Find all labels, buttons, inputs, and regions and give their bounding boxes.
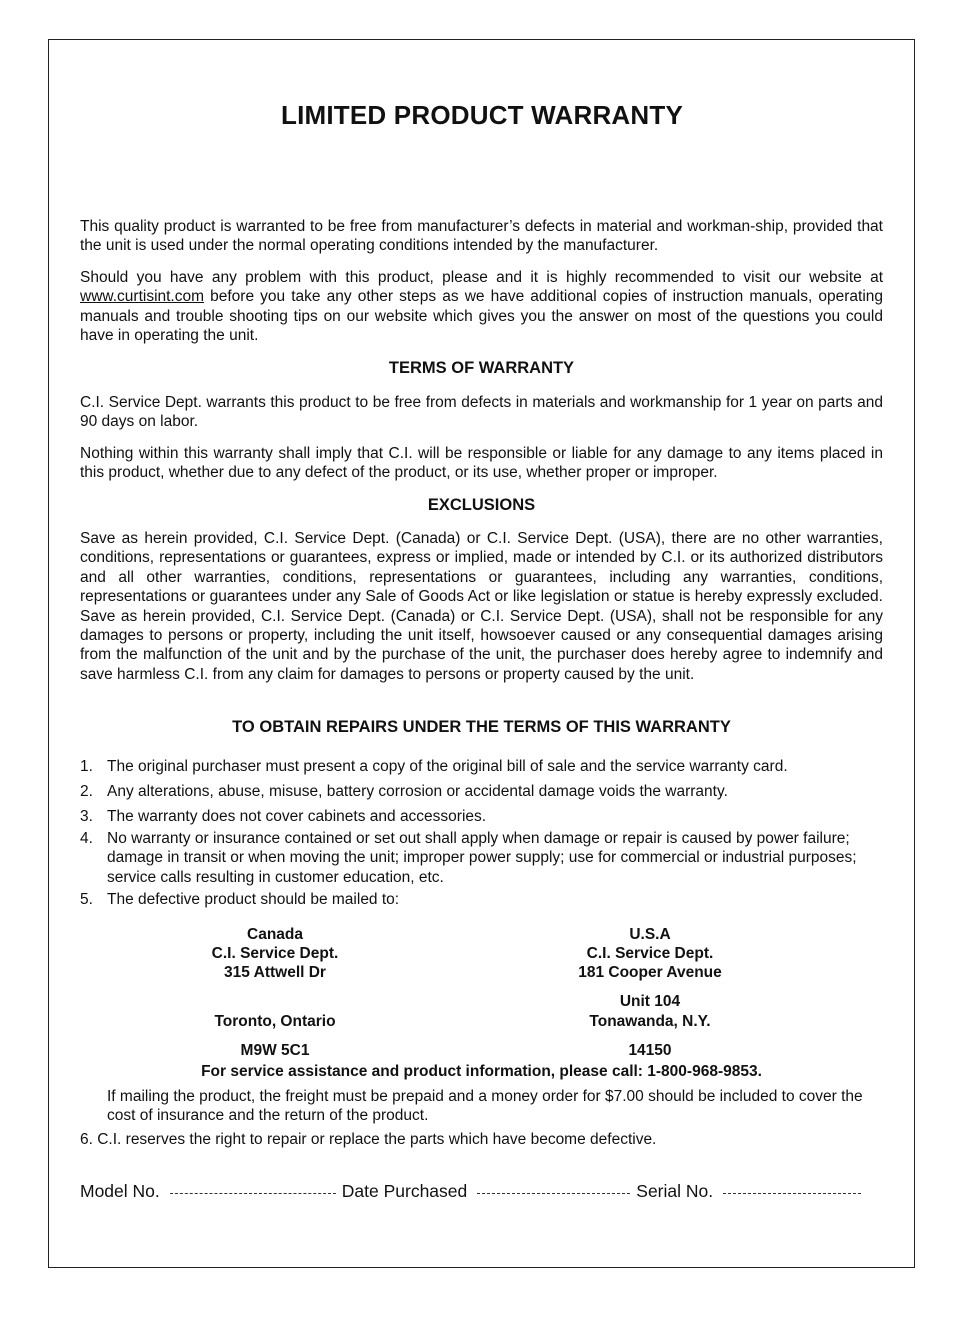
page-title: LIMITED PRODUCT WARRANTY	[281, 100, 683, 130]
usa-dept: C.I. Service Dept.	[586, 945, 714, 962]
list-item-number: 4.	[80, 830, 93, 847]
intro-text-before-link: Should you have any problem with this product, please and it is highly recommended to visit our website at	[80, 269, 883, 286]
list-item-number: 1.	[80, 758, 93, 775]
repairs-heading: TO OBTAIN REPAIRS UNDER THE TERMS OF THIS WARRANTY	[232, 718, 731, 736]
intro-paragraph-1: This quality product is warranted to be free from manufacturer’s defects in material and workman-ship, provided that the unit is used under the normal operating conditions intended by the manufacturer.	[80, 218, 883, 255]
terms-paragraph-1: C.I. Service Dept. warrants this product to be free from defects in materials and workmanship for 1 year on parts and 90 days on labor.	[80, 394, 883, 431]
usa-country: U.S.A	[629, 926, 671, 943]
list-item-number: 5.	[80, 891, 93, 908]
date-purchased-label: Date Purchased	[341, 1181, 468, 1201]
list-item-6	[80, 1130, 883, 1149]
exclusions-paragraph: Save as herein provided, C.I. Service Dept. (Canada) or C.I. Service Dept. (USA), there are no other warranties, conditions, representations or guarantees, express or implied, made or intended by C.I. or its authorized distributors and all other warranties, conditions, representations or guarantees, including any warranties, conditions, representations or guarantees under any Sale of Goods Act or like legislation or statue is hereby expressly excluded. Save as herein provided, C.I. Service Dept. (Canada) or C.I. Service Dept. (USA), shall not be responsible for any damages to persons or property, including the unit itself, howsoever caused or any consequential damages arising from the malfunction of the unit and by the purchase of the unit, the purchaser does hereby agree to indemnify and save harmless C.I. from any claim for damages to persons or property caused by the unit.	[80, 530, 883, 683]
usa-street: 181 Cooper Avenue	[578, 964, 722, 981]
list-item-text: The original purchaser must present a copy of the original bill of sale and the service warranty card.	[107, 758, 788, 775]
list-item-text: 6. C.I. reserves the right to repair or replace the parts which have become defective.	[80, 1131, 657, 1148]
serial-no-field[interactable]	[723, 1193, 861, 1194]
mailing-note: If mailing the product, the freight must be prepaid and a money order for $7.00 should be included to cover the cost of insurance and the return of the product.	[107, 1088, 863, 1125]
canada-dept: C.I. Service Dept.	[211, 945, 339, 962]
canada-street: 315 Attwell Dr	[224, 964, 326, 981]
terms-paragraph-2: Nothing within this warranty shall imply that C.I. will be responsible or liable for any damage to any items placed in this product, whether due to any defect of the product, or its use, whether proper or improper.	[80, 445, 883, 482]
usa-city: Tonawanda, N.Y.	[589, 1013, 711, 1030]
model-no-label: Model No.	[80, 1181, 160, 1201]
list-item-text: No warranty or insurance contained or set out shall apply when damage or repair is caused by power failure; damage in transit or when moving the unit; improper power supply; use for commercial or industrial purposes; service calls resulting in customer education, etc.	[107, 830, 857, 886]
intro-paragraph-2	[80, 268, 883, 346]
terms-heading: TERMS OF WARRANTY	[388, 359, 575, 377]
usa-postal: 14150	[628, 1042, 672, 1059]
list-item-text: The warranty does not cover cabinets and accessories.	[107, 808, 487, 825]
list-item-text: Any alterations, abuse, misuse, battery corrosion or accidental damage voids the warranty.	[107, 783, 728, 800]
intro-text-after-link: before you take any other steps as we have additional copies of instruction manuals, operating manuals and trouble shooting tips on our website which gives you the answer on most of the questions you could have in operating the unit.	[80, 288, 883, 345]
canada-country: Canada	[247, 926, 303, 943]
list-item-number: 2.	[80, 783, 93, 800]
service-phone-line: For service assistance and product information, please call: 1-800-968-9853.	[201, 1063, 762, 1080]
exclusions-heading: EXCLUSIONS	[427, 496, 536, 514]
canada-postal: M9W 5C1	[240, 1042, 310, 1059]
canada-city: Toronto, Ontario	[214, 1013, 336, 1030]
model-no-field[interactable]	[170, 1193, 336, 1194]
serial-no-label: Serial No.	[636, 1181, 714, 1201]
website-link[interactable]: www.curtisint.com	[80, 288, 205, 306]
list-item-number: 3.	[80, 808, 93, 825]
list-item-text: The defective product should be mailed to:	[107, 891, 400, 908]
date-purchased-field[interactable]	[477, 1193, 630, 1194]
product-info-fields	[80, 1181, 880, 1202]
usa-unit: Unit 104	[619, 993, 681, 1010]
